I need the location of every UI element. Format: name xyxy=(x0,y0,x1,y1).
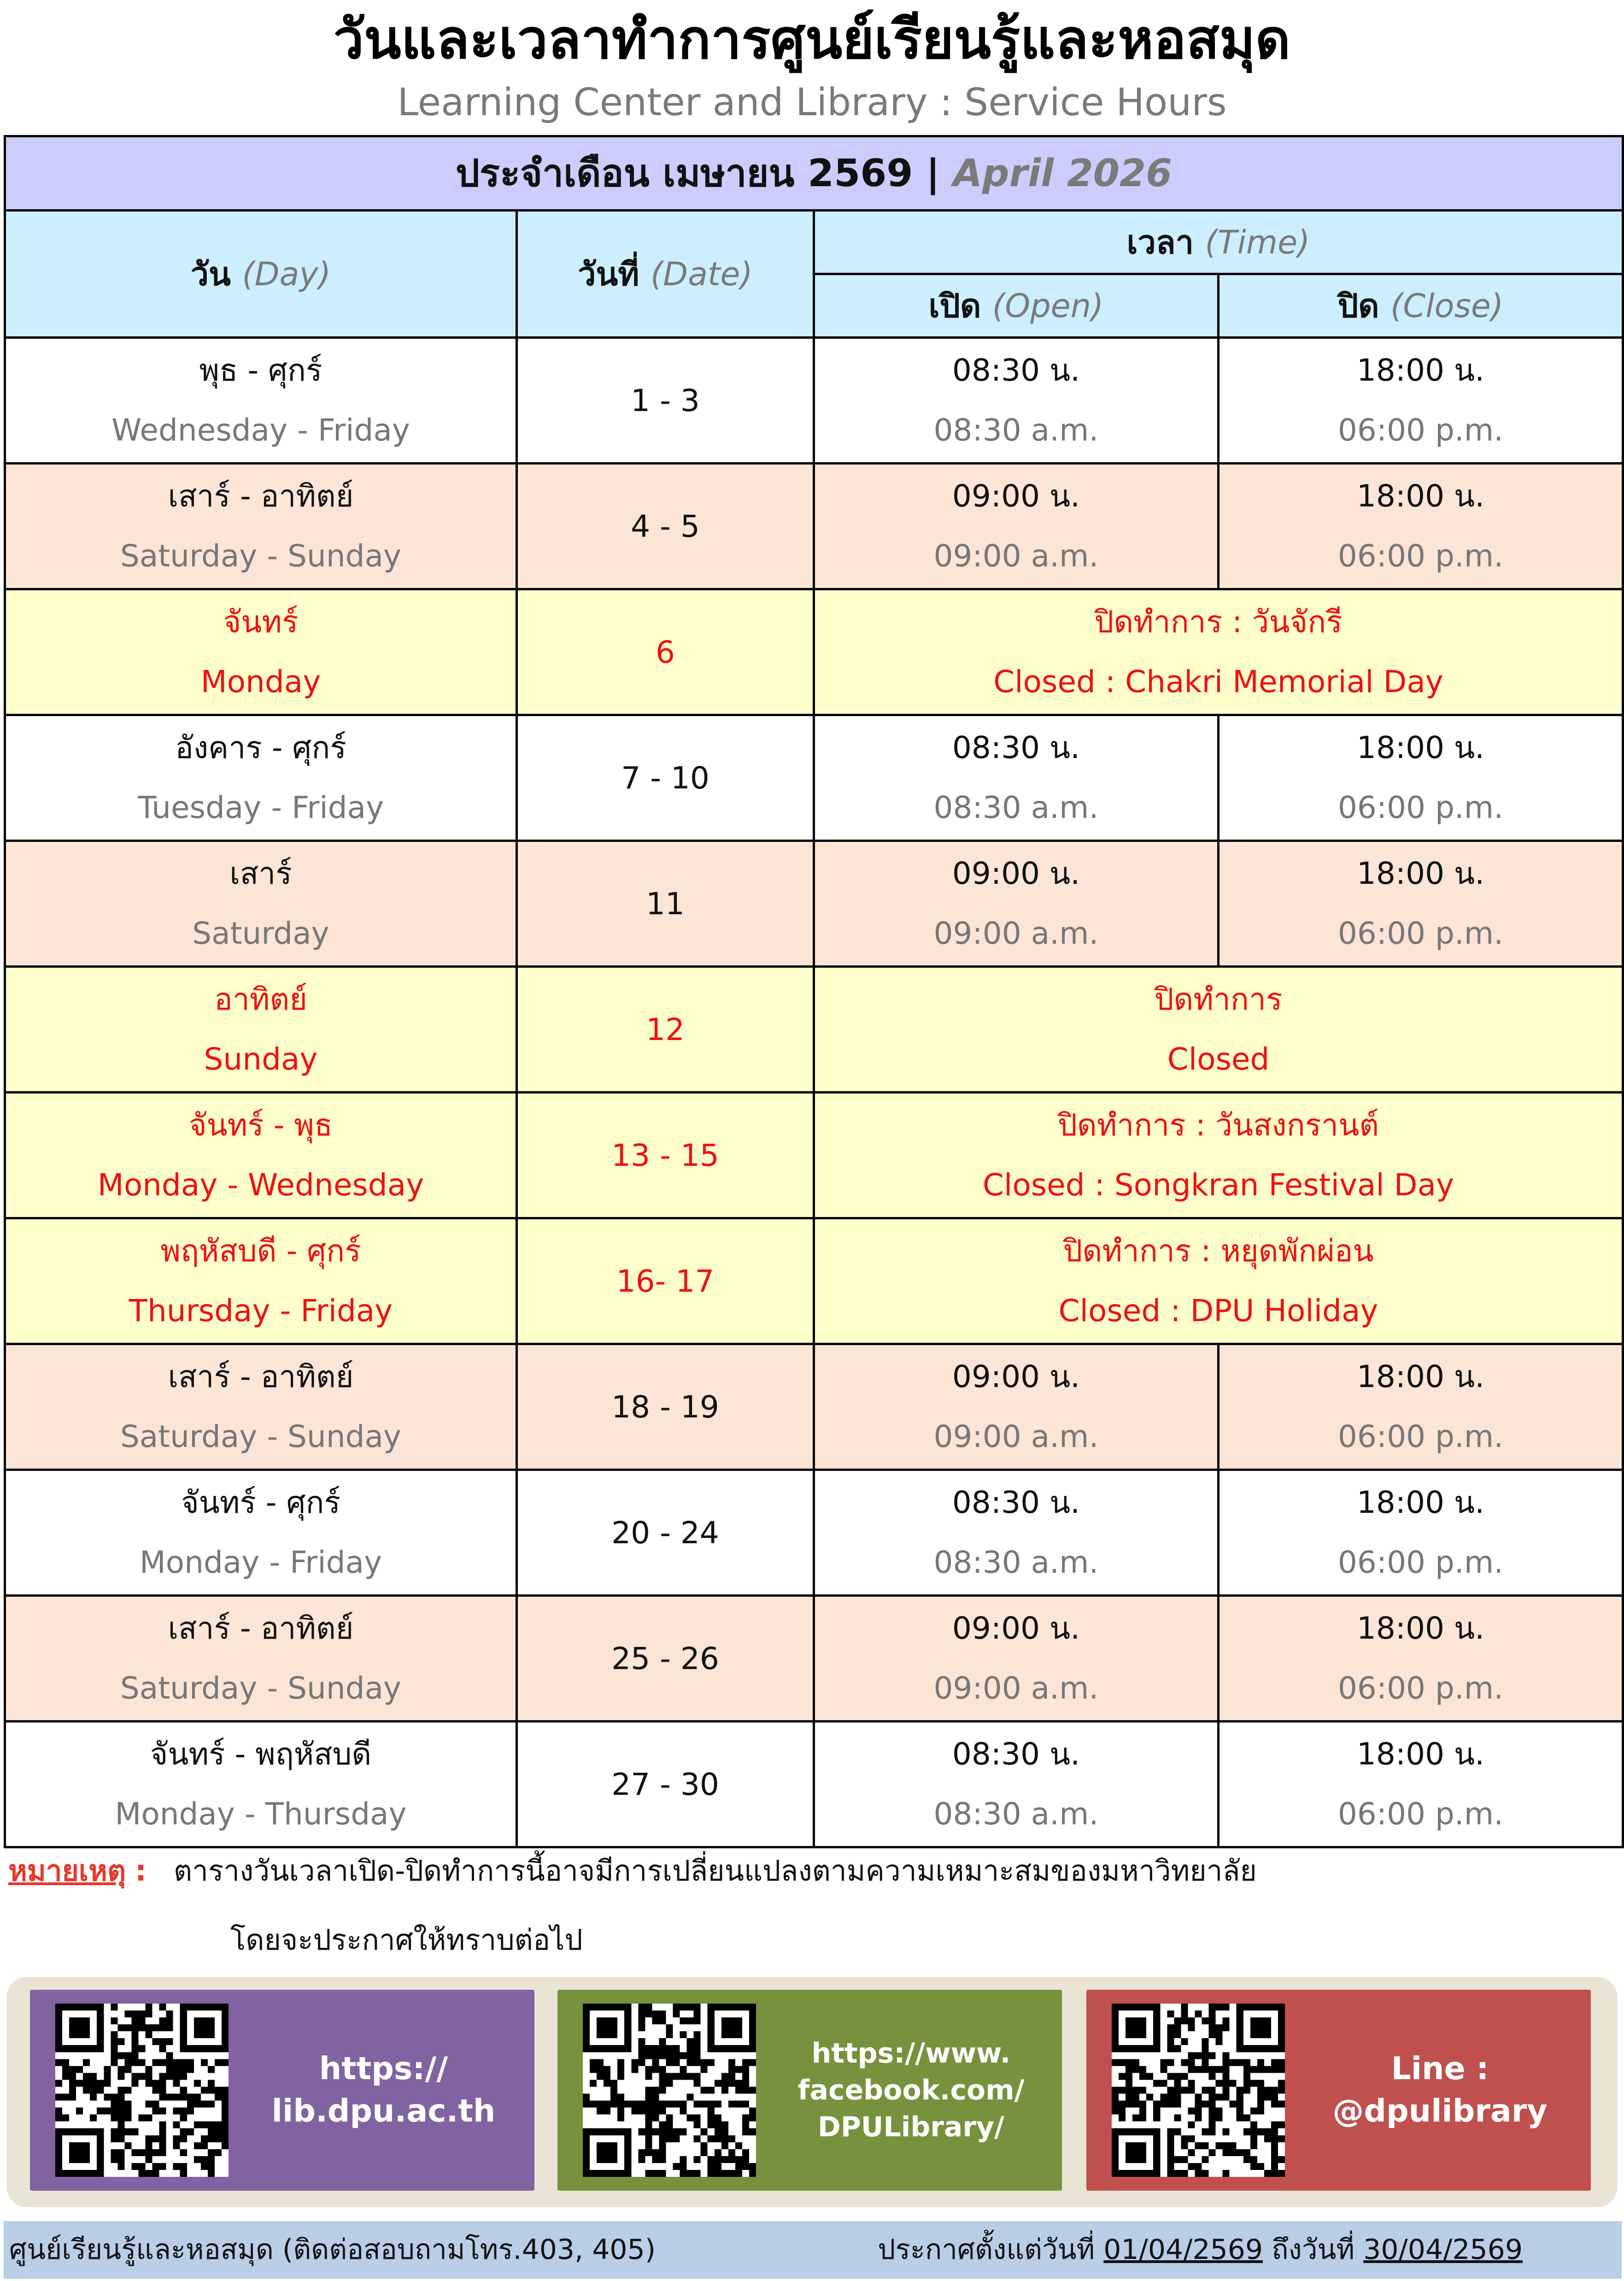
table-row xyxy=(5,715,1623,841)
day-cell xyxy=(5,841,517,967)
col-header-close xyxy=(1219,274,1623,338)
close-cell xyxy=(1219,715,1623,841)
date-value: 16- 17 xyxy=(616,1263,715,1299)
col-header-date-en: (Date) xyxy=(650,255,753,293)
open-en: 08:30 a.m. xyxy=(933,1545,1099,1580)
day-cell xyxy=(5,589,517,715)
day-cell xyxy=(5,1344,517,1470)
date-cell xyxy=(517,841,814,967)
announce-date-to: 30/04/2569 xyxy=(1363,2234,1523,2266)
table-row xyxy=(5,1722,1623,1847)
col-header-close-en: (Close) xyxy=(1390,287,1504,325)
open-th: 08:30 น. xyxy=(952,353,1080,388)
date-value: 20 - 24 xyxy=(611,1515,719,1551)
table-row-closed xyxy=(5,1093,1623,1218)
day-en: Thursday - Friday xyxy=(129,1293,393,1329)
day-en: Saturday xyxy=(192,916,329,951)
month-thai: ประจำเดือน เมษายน 2569 xyxy=(455,152,913,195)
day-th: จันทร์ - ศุกร์ xyxy=(181,1485,340,1520)
date-value: 13 - 15 xyxy=(611,1137,719,1173)
date-value: 27 - 30 xyxy=(611,1766,719,1802)
open-en: 08:30 a.m. xyxy=(933,790,1099,825)
close-th: 18:00 น. xyxy=(1356,856,1485,891)
closed-en: Closed xyxy=(1167,1041,1270,1077)
day-th: เสาร์ - อาทิตย์ xyxy=(168,1359,354,1394)
footer-contact: ศูนย์เรียนรู้และหอสมุด (ติดต่อสอบถามโทร.403, 405) xyxy=(9,2234,656,2266)
day-cell xyxy=(5,967,517,1093)
close-cell xyxy=(1219,464,1623,589)
date-cell xyxy=(517,338,814,464)
line-link[interactable]: Line : @dpulibrary xyxy=(1332,2051,1548,2129)
col-header-time-en: (Time) xyxy=(1205,223,1310,261)
open-cell xyxy=(814,1596,1219,1722)
day-en: Saturday - Sunday xyxy=(120,1670,402,1706)
open-en: 09:00 a.m. xyxy=(933,916,1099,951)
day-en: Tuesday - Friday xyxy=(137,790,384,825)
day-th: อาทิตย์ xyxy=(214,982,307,1017)
day-th: เสาร์ - อาทิตย์ xyxy=(168,1611,354,1646)
day-cell xyxy=(5,1722,517,1847)
day-en: Wednesday - Friday xyxy=(111,412,410,448)
col-header-time xyxy=(814,211,1623,274)
date-value: 4 - 5 xyxy=(631,508,700,544)
day-en: Monday - Friday xyxy=(139,1545,382,1580)
open-en: 08:30 a.m. xyxy=(933,412,1099,448)
date-cell xyxy=(517,464,814,589)
page-title: วันและเวลาทำการศูนย์เรียนรู้และหอสมุด xyxy=(333,7,1291,71)
facebook-link[interactable]: https://www. facebook.com/ DPULibrary/ xyxy=(797,2037,1025,2143)
day-th: จันทร์ - พฤหัสบดี xyxy=(150,1736,372,1772)
close-th: 18:00 น. xyxy=(1356,1736,1485,1772)
close-en: 06:00 p.m. xyxy=(1337,1670,1504,1706)
date-value: 6 xyxy=(656,634,675,670)
open-th: 08:30 น. xyxy=(952,1485,1080,1520)
close-cell xyxy=(1219,1722,1623,1847)
day-cell xyxy=(5,1596,517,1722)
close-cell xyxy=(1219,1470,1623,1596)
day-en: Sunday xyxy=(204,1041,318,1077)
closed-cell xyxy=(814,967,1623,1093)
col-header-open-th: เปิด xyxy=(928,287,981,325)
col-header-open xyxy=(814,274,1219,338)
day-cell xyxy=(5,338,517,464)
table-row-closed xyxy=(5,967,1623,1093)
date-value: 11 xyxy=(646,886,685,922)
close-en: 06:00 p.m. xyxy=(1337,1796,1504,1832)
date-cell xyxy=(517,1093,814,1218)
col-header-date-th: วันที่ xyxy=(578,255,639,293)
open-th: 09:00 น. xyxy=(952,1611,1080,1646)
open-th: 09:00 น. xyxy=(952,478,1080,514)
closed-en: Closed : Songkran Festival Day xyxy=(982,1167,1454,1203)
col-header-day xyxy=(5,211,517,338)
close-th: 18:00 น. xyxy=(1356,1485,1485,1520)
day-th: อังคาร - ศุกร์ xyxy=(175,730,346,765)
col-header-time-th: เวลา xyxy=(1126,223,1194,261)
closed-cell xyxy=(814,1093,1623,1218)
day-th: จันทร์ xyxy=(223,604,299,640)
close-en: 06:00 p.m. xyxy=(1337,412,1504,448)
closed-th: ปิดทำการ : วันจักรี xyxy=(1094,604,1343,640)
col-header-date xyxy=(517,211,814,338)
date-cell xyxy=(517,589,814,715)
line-qr-icon[interactable] xyxy=(1112,2004,1285,2177)
open-th: 09:00 น. xyxy=(952,856,1080,891)
close-cell xyxy=(1219,1344,1623,1470)
open-en: 09:00 a.m. xyxy=(933,1419,1099,1454)
open-cell xyxy=(814,338,1219,464)
announce-prefix: ประกาศตั้งแต่วันที่ xyxy=(878,2234,1095,2266)
day-en: Saturday - Sunday xyxy=(120,538,402,574)
day-th: เสาร์ - อาทิตย์ xyxy=(168,478,354,514)
page-subtitle: Learning Center and Library : Service Hours xyxy=(397,81,1227,124)
table-row xyxy=(5,841,1623,967)
date-cell xyxy=(517,1218,814,1344)
close-en: 06:00 p.m. xyxy=(1337,916,1504,951)
note-label: หมายเหตุ xyxy=(8,1854,126,1887)
closed-en: Closed : Chakri Memorial Day xyxy=(993,664,1443,700)
month-separator: | xyxy=(926,152,940,195)
announce-to-word: ถึงวันที่ xyxy=(1272,2234,1355,2266)
day-th: พฤหัสบดี - ศุกร์ xyxy=(160,1233,361,1269)
table-row xyxy=(5,338,1623,464)
open-th: 09:00 น. xyxy=(952,1359,1080,1394)
date-cell xyxy=(517,967,814,1093)
open-th: 08:30 น. xyxy=(952,730,1080,765)
closed-en: Closed : DPU Holiday xyxy=(1058,1293,1378,1329)
closed-th: ปิดทำการ : วันสงกรานต์ xyxy=(1057,1107,1379,1143)
footer-announcement xyxy=(878,2221,1523,2279)
table-row-closed xyxy=(5,1218,1623,1344)
date-value: 7 - 10 xyxy=(621,760,709,796)
note-colon: : xyxy=(135,1854,147,1887)
table-row xyxy=(5,1596,1623,1722)
day-cell xyxy=(5,1218,517,1344)
table-row-closed xyxy=(5,589,1623,715)
day-en: Monday xyxy=(200,664,321,700)
open-cell xyxy=(814,464,1219,589)
date-value: 1 - 3 xyxy=(631,382,700,418)
website-link[interactable]: https:// lib.dpu.ac.th xyxy=(271,2051,496,2129)
month-english: April 2026 xyxy=(953,152,1173,195)
col-header-close-th: ปิด xyxy=(1337,287,1379,325)
day-cell xyxy=(5,1470,517,1596)
open-en: 09:00 a.m. xyxy=(933,1670,1099,1706)
col-header-day-en: (Day) xyxy=(242,255,331,293)
open-cell xyxy=(814,1722,1219,1847)
facebook-qr-icon[interactable] xyxy=(583,2004,756,2177)
close-th: 18:00 น. xyxy=(1356,1611,1485,1646)
open-cell xyxy=(814,715,1219,841)
open-cell xyxy=(814,841,1219,967)
close-cell xyxy=(1219,338,1623,464)
date-cell xyxy=(517,1470,814,1596)
closed-th: ปิดทำการ : หยุดพักผ่อน xyxy=(1063,1233,1374,1269)
open-cell xyxy=(814,1344,1219,1470)
open-cell xyxy=(814,1470,1219,1596)
day-th: พุธ - ศุกร์ xyxy=(199,353,322,388)
note-line1: ตารางวันเวลาเปิด-ปิดทำการนี้อาจมีการเปลี่ยนแปลงตามความเหมาะสมของมหาวิทยาลัย xyxy=(173,1854,1257,1887)
note xyxy=(8,1848,1257,1894)
facebook-card[interactable] xyxy=(557,1990,1062,2191)
open-th: 08:30 น. xyxy=(952,1736,1080,1772)
day-en: Monday - Thursday xyxy=(115,1796,407,1832)
close-en: 06:00 p.m. xyxy=(1337,1545,1504,1580)
closed-cell xyxy=(814,589,1623,715)
date-cell xyxy=(517,715,814,841)
table-row xyxy=(5,1344,1623,1470)
footer xyxy=(4,2221,1622,2279)
website-card[interactable] xyxy=(30,1990,534,2191)
close-cell xyxy=(1219,841,1623,967)
closed-cell xyxy=(814,1218,1623,1344)
day-th: จันทร์ - พุธ xyxy=(188,1107,333,1143)
close-th: 18:00 น. xyxy=(1356,478,1485,514)
close-th: 18:00 น. xyxy=(1356,730,1485,765)
note-line2: โดยจะประกาศให้ทราบต่อไป xyxy=(230,1923,583,1957)
table-row xyxy=(5,1470,1623,1596)
col-header-open-en: (Open) xyxy=(992,287,1104,325)
open-en: 08:30 a.m. xyxy=(933,1796,1099,1832)
date-cell xyxy=(517,1596,814,1722)
day-th: เสาร์ xyxy=(229,856,292,891)
line-card[interactable] xyxy=(1086,1990,1591,2191)
day-cell xyxy=(5,1093,517,1218)
close-th: 18:00 น. xyxy=(1356,1359,1485,1394)
day-cell xyxy=(5,464,517,589)
col-header-day-th: วัน xyxy=(190,255,231,293)
announce-date-from: 01/04/2569 xyxy=(1103,2234,1263,2266)
close-en: 06:00 p.m. xyxy=(1337,538,1504,574)
closed-th: ปิดทำการ xyxy=(1154,982,1283,1017)
date-value: 18 - 19 xyxy=(611,1389,719,1425)
close-th: 18:00 น. xyxy=(1356,353,1485,388)
close-en: 06:00 p.m. xyxy=(1337,790,1504,825)
day-en: Saturday - Sunday xyxy=(120,1419,402,1454)
service-hours-table xyxy=(4,135,1624,1848)
close-en: 06:00 p.m. xyxy=(1337,1419,1504,1454)
date-value: 25 - 26 xyxy=(611,1640,719,1676)
date-cell xyxy=(517,1722,814,1847)
close-cell xyxy=(1219,1596,1623,1722)
date-cell xyxy=(517,1344,814,1470)
month-heading xyxy=(5,136,1623,211)
website-qr-icon[interactable] xyxy=(55,2004,229,2177)
day-cell xyxy=(5,715,517,841)
open-en: 09:00 a.m. xyxy=(933,538,1099,574)
day-en: Monday - Wednesday xyxy=(97,1167,424,1203)
date-value: 12 xyxy=(646,1011,685,1047)
table-row xyxy=(5,464,1623,589)
